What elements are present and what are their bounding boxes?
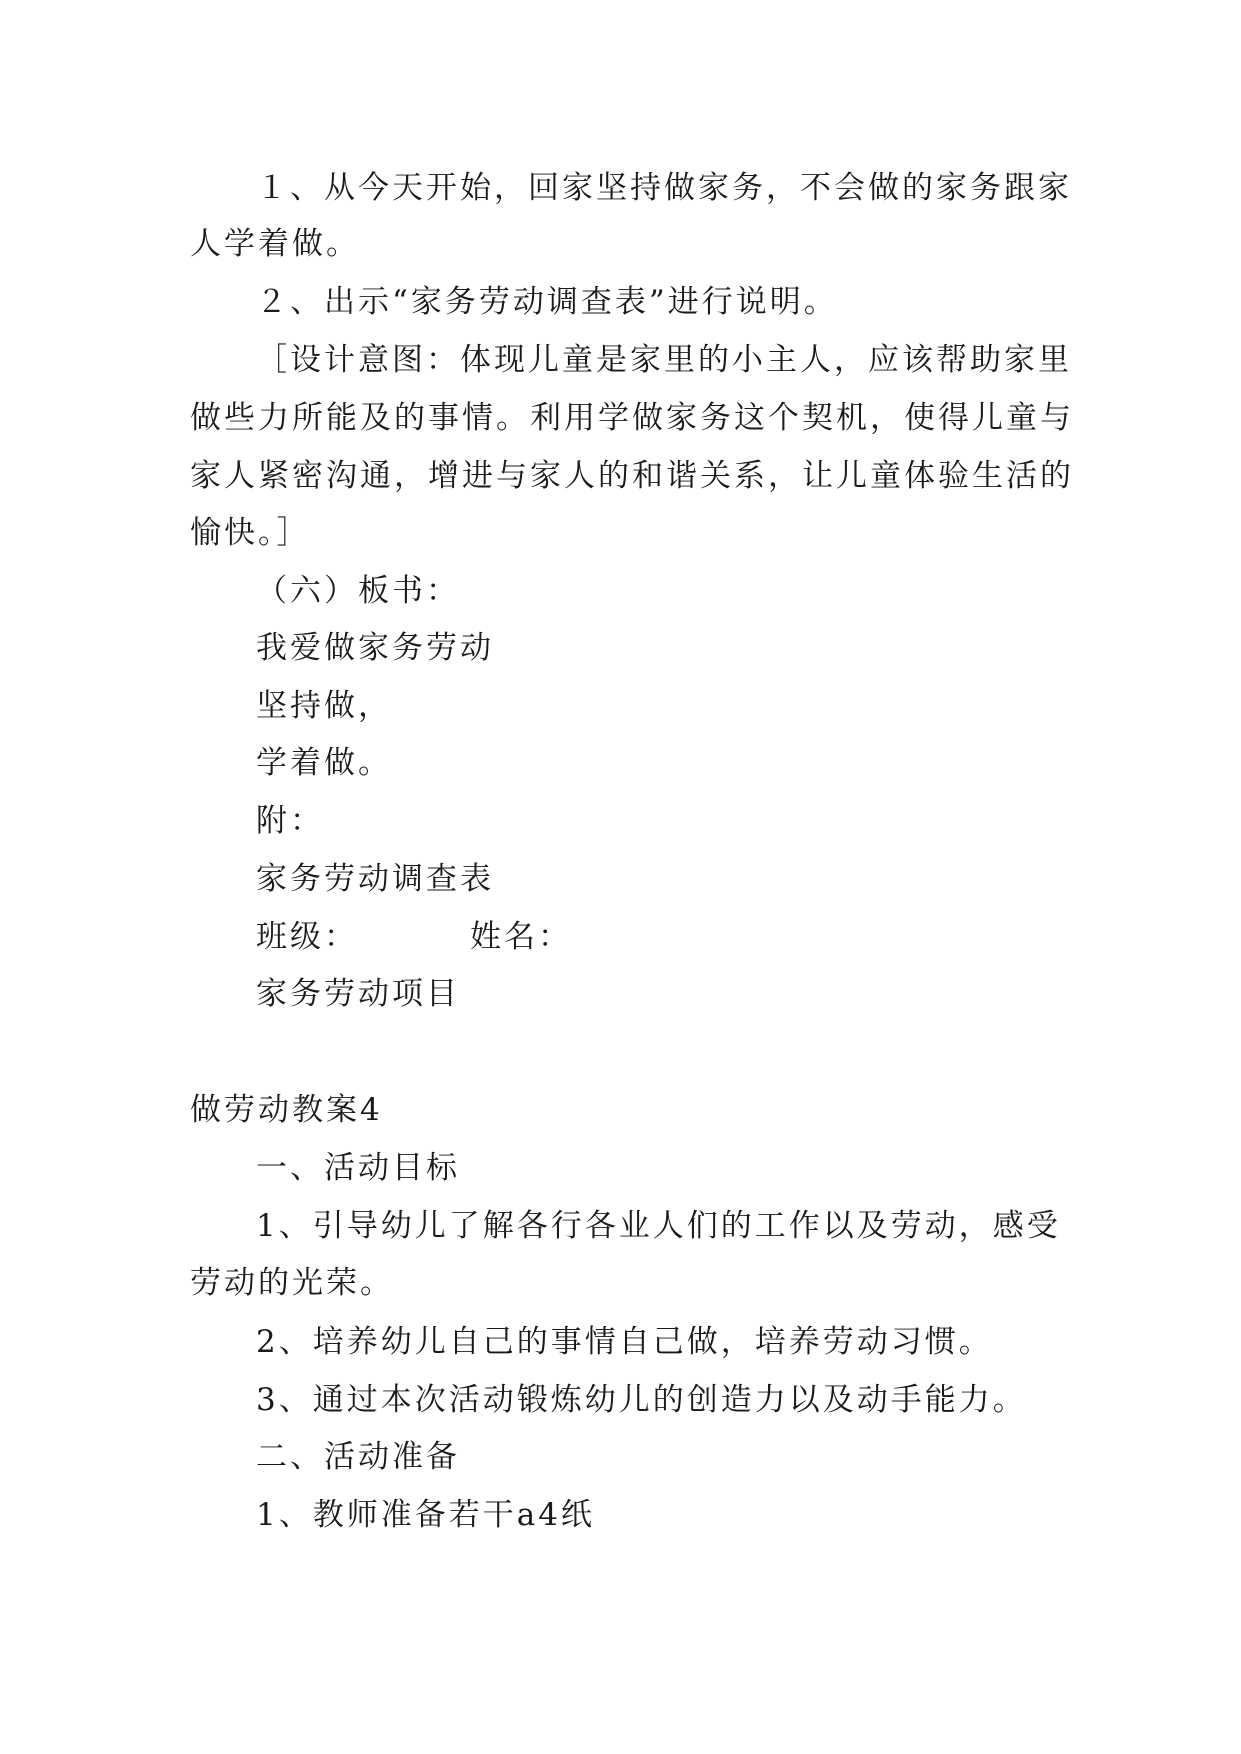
paragraph-line: 人学着做。 [190, 226, 360, 262]
paragraph-line: 做些力所能及的事情。利用学做家务这个契机，使得儿童与 [190, 400, 1074, 436]
class-label: 班级： [256, 919, 358, 955]
name-label: 姓名： [470, 919, 572, 955]
board-heading: （六）板书： [256, 573, 460, 609]
prep-heading: 二、活动准备 [256, 1439, 460, 1475]
paragraph-line: ２、出示“家务劳动调查表”进行说明。 [256, 284, 838, 320]
paragraph-line: １、从今天开始，回家坚持做家务，不会做的家务跟家 [256, 170, 1072, 206]
paragraph-line: 家人紧密沟通，增进与家人的和谐关系，让儿童体验生活的 [190, 458, 1074, 494]
section-title: 做劳动教案4 [190, 1092, 383, 1128]
prep-item: 1、教师准备若干a4纸 [256, 1497, 595, 1533]
item-label: 家务劳动项目 [256, 976, 460, 1012]
goal-item: 3、通过本次活动锻炼幼儿的创造力以及动手能力。 [256, 1382, 1027, 1418]
paragraph-line: ［设计意图：体现儿童是家里的小主人，应该帮助家里 [256, 342, 1072, 378]
board-line: 我爱做家务劳动 [256, 630, 494, 666]
paragraph-line: 愉快。］ [190, 515, 311, 551]
table-title: 家务劳动调查表 [256, 861, 494, 897]
appendix-label: 附： [256, 803, 324, 839]
paragraph-line: 劳动的光荣。 [190, 1265, 394, 1301]
goal-item: 2、培养幼儿自己的事情自己做，培养劳动习惯。 [256, 1324, 993, 1360]
board-line: 坚持做， [256, 688, 392, 724]
paragraph-line: 1、引导幼儿了解各行各业人们的工作以及劳动，感受 [256, 1208, 1061, 1244]
board-line: 学着做。 [256, 745, 392, 781]
goals-heading: 一、活动目标 [256, 1150, 460, 1186]
